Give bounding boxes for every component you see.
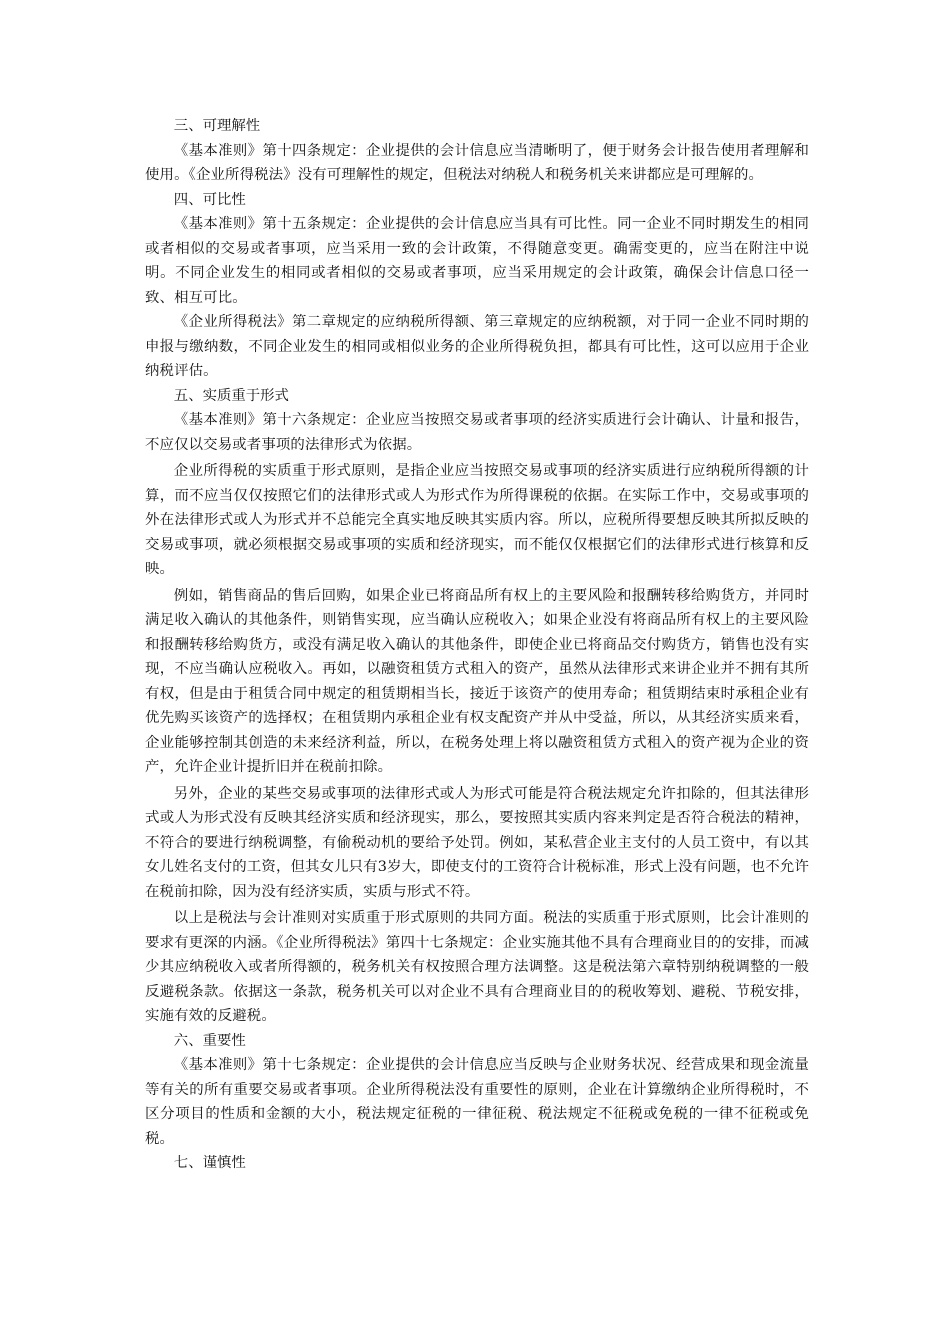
paragraph: 例如，销售商品的售后回购，如果企业已将商品所有权上的主要风险和报酬转移给购货方，并同时满足收入确认的其他条件，则销售实现，应当确认应税收入；如果企业没有将商品所有权上的主要风险和报酬转移给购货方，或没有满足收入确认的其他条件，即使企业已将商品交付购货方，销售也没有实现，不应当确认应税收入。再如，以融资租赁方式租入的资产，虽然从法律形式来讲企业并不拥有其所有权，但是由于租赁合同中规定的租赁期相当长，接近于该资产的使用寿命；租赁期结束时承租企业有优先购买该资产的选择权；在租赁期内承租企业有权支配资产并从中受益，所以，从其经济实质来看，企业能够控制其创造的未来经济利益，所以，在税务处理上将以融资租赁方式租入的资产视为企业的资产，允许企业计提折旧并在税前扣除。 [145,587,809,775]
paragraph: 《基本准则》第十七条规定：企业提供的会计信息应当反映与企业财务状况、经营成果和现金流量等有关的所有重要交易或者事项。企业所得税法没有重要性的原则，企业在计算缴纳企业所得税时，不区分项目的性质和金额的大小，税法规定征税的一律征税、税法规定不征税或免税的一律不征税或免税。 [145,1057,809,1147]
paragraph: 另外，企业的某些交易或事项的法律形式或人为形式可能是符合税法规定允许扣除的，但其法律形式或人为形式没有反映其经济实质和经济现实，那么，要按照其实质内容来判定是否符合税法的精神，不符合的要进行纳税调整，有偷税动机的要给予处罚。例如，某私营企业主支付的人员工资中，有以其女儿姓名支付的工资，但其女儿只有3岁大，即使支付的工资符合计税标准，形式上没有问题，也不允许在税前扣除，因为没有经济实质，实质与形式不符。 [145,785,809,900]
paragraph: 企业所得税的实质重于形式原则，是指企业应当按照交易或事项的经济实质进行应纳税所得额的计算，而不应当仅仅按照它们的法律形式或人为形式作为所得课税的依据。在实际工作中，交易或事项的外在法律形式或人为形式并不总能完全真实地反映其实质内容。所以，应税所得要想反映其所拟反映的交易或事项，就必须根据交易或事项的实质和经济现实，而不能仅仅根据它们的法律形式进行核算和反映。 [145,463,809,577]
section-heading: 四、可比性 [173,191,246,208]
paragraph: 《企业所得税法》第二章规定的应纳税所得额、第三章规定的应纳税额，对于同一企业不同时期的申报与缴纳数，不同企业发生的相同或相似业务的企业所得税负担，都具有可比性，这可以应用于企业纳税评估。 [145,314,809,379]
section-heading: 六、重要性 [173,1032,246,1049]
paragraph: 以上是税法与会计准则对实质重于形式原则的共同方面。税法的实质重于形式原则，比会计准则的要求有更深的内涵。《企业所得税法》第四十七条规定：企业实施其他不具有合理商业目的的安排，而减少其应纳税收入或者所得额的，税务机关有权按照合理方法调整。这是税法第六章特别纳税调整的一般反避税条款。依据这一条款，税务机关可以对企业不具有合理商业目的的税收筹划、避税、节税安排，实施有效的反避税。 [145,910,809,1024]
paragraph: 《基本准则》第十六条规定：企业应当按照交易或者事项的经济实质进行会计确认、计量和报告，不应仅以交易或者事项的法律形式为依据。 [145,412,809,453]
paragraph: 《基本准则》第十五条规定：企业提供的会计信息应当具有可比性。同一企业不同时期发生的相同或者相似的交易或者事项，应当采用一致的会计政策，不得随意变更。确需变更的，应当在附注中说明。不同企业发生的相同或者相似的交易或者事项，应当采用规定的会计政策，确保会计信息口径一致、相互可比。 [145,216,809,306]
document-page [145,114,809,1176]
section-heading: 三、可理解性 [173,118,261,134]
paragraph: 《基本准则》第十四条规定：企业提供的会计信息应当清晰明了，便于财务会计报告使用者理解和使用。《企业所得税法》没有可理解性的规定，但税法对纳税人和税务机关来讲都应是可理解的。 [145,142,809,183]
section-heading: 五、实质重于形式 [173,387,289,404]
section-heading: 七、谨慎性 [173,1155,246,1171]
